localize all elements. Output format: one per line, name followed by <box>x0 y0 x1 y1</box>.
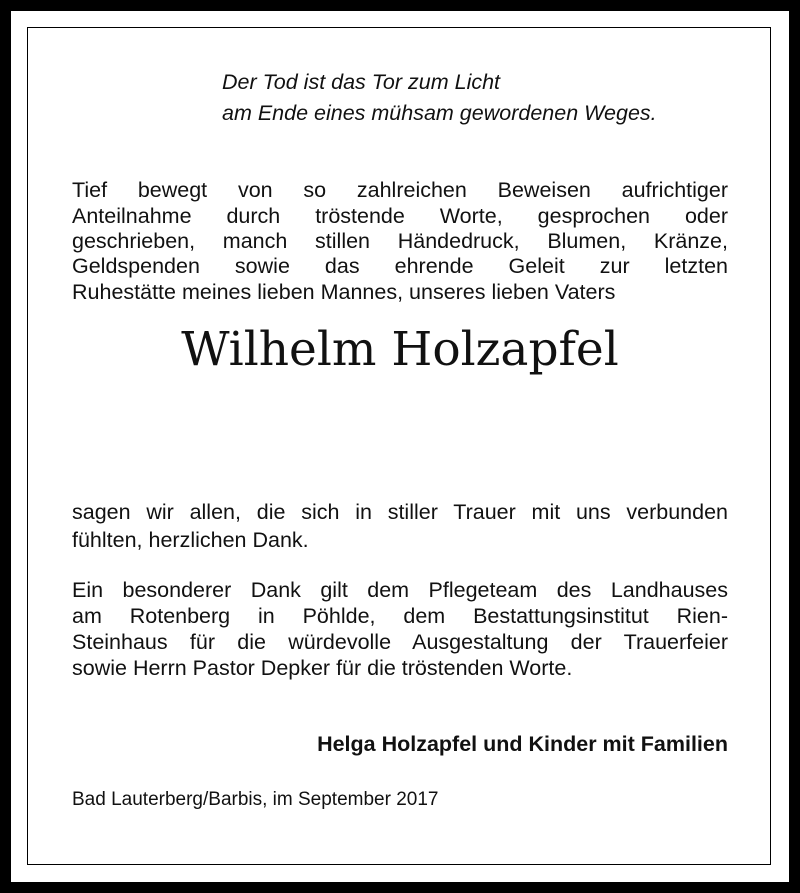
quote-line: am Ende eines mühsam gewordenen Weges. <box>222 101 657 125</box>
signature: Helga Holzapfel und Kinder mit Familien <box>317 732 728 756</box>
paragraph-line: sowie Herrn Pastor Depker für die tröstenden Worte. <box>72 656 573 680</box>
paragraph-line: Steinhaus für die würdevolle Ausgestaltung der Trauerfeier <box>72 630 728 654</box>
paragraph-line: Anteilnahme durch tröstende Worte, gesprochen oder <box>72 204 728 228</box>
paragraph-line: geschrieben, manch stillen Händedruck, Blumen, Kränze, <box>72 229 728 253</box>
place-date: Bad Lauterberg/Barbis, im September 2017 <box>72 789 439 810</box>
paragraph-line: fühlten, herzlichen Dank. <box>72 528 309 552</box>
paragraph-line: Ruhestätte meines lieben Mannes, unseres lieben Vaters <box>72 280 616 304</box>
paragraph-line: Tief bewegt von so zahlreichen Beweisen aufrichtiger <box>72 178 728 202</box>
paragraph-line: sagen wir allen, die sich in stiller Trauer mit uns verbunden <box>72 500 728 524</box>
quote-line: Der Tod ist das Tor zum Licht <box>222 70 501 94</box>
paragraph-line: am Rotenberg in Pöhlde, dem Bestattungsinstitut Rien- <box>72 604 728 628</box>
paragraph-line: Geldspenden sowie das ehrende Geleit zur letzten <box>72 254 728 278</box>
deceased-name: Wilhelm Holzapfel <box>181 322 619 377</box>
paragraph-line: Ein besonderer Dank gilt dem Pflegeteam des Landhauses <box>72 578 728 602</box>
